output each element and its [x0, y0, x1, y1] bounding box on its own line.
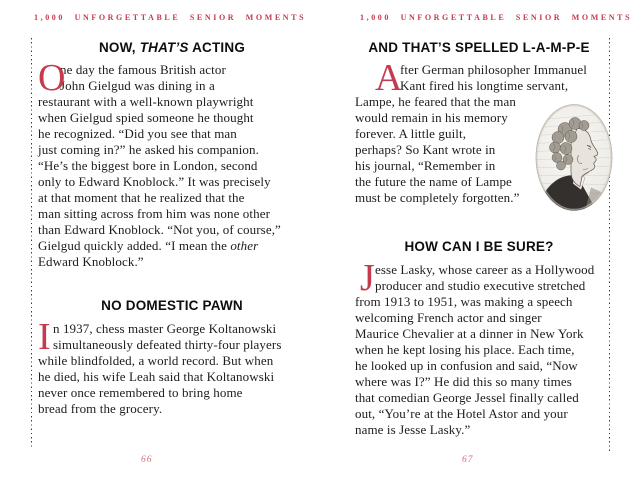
- text-run: other: [230, 238, 259, 253]
- page-number-right: 67: [462, 455, 474, 465]
- text-run: AND THAT’S SPELLED L-A-M-P-E: [368, 40, 590, 55]
- text-run: Gielgud quickly added. “I mean the: [38, 238, 231, 253]
- text-run: bread from the grocery.: [38, 401, 163, 416]
- text-line: [375, 262, 594, 278]
- story-title-now-thats-acting: [38, 40, 306, 55]
- text-run: when Gielgud spied someone he thought: [38, 110, 254, 125]
- text-line: [38, 206, 281, 222]
- text-run: he recognized. “Did you see that man: [38, 126, 237, 141]
- text-run: just coming in?” he asked his companion.: [38, 142, 259, 157]
- text-run: ne day the famous British actor: [60, 62, 226, 77]
- drop-cap: O: [38, 57, 66, 99]
- text-run: fter German philosopher Immanuel: [400, 62, 587, 77]
- text-line: [60, 62, 281, 78]
- text-line: [38, 110, 281, 126]
- text-line: [38, 142, 281, 158]
- text-line: [355, 374, 594, 390]
- text-run: esse Lasky, whose career as a Hollywood: [375, 262, 595, 277]
- text-line: [38, 353, 281, 369]
- text-line: [355, 390, 594, 406]
- text-run: out, “You’re at the Hotel Astor and your: [355, 406, 568, 421]
- kant-portrait-engraving: [535, 103, 613, 212]
- text-run: producer and studio executive stretched: [375, 278, 586, 293]
- story-title-spelled-lampe: [355, 40, 603, 55]
- text-line: [38, 94, 281, 110]
- running-head-left: 1,000 UNFORGETTABLE SENIOR MOMENTS: [34, 13, 307, 22]
- text-run: NOW,: [98, 40, 140, 55]
- page-number-left: 66: [141, 455, 153, 465]
- text-line: [355, 294, 594, 310]
- text-line: [38, 385, 281, 401]
- text-run: Kant fired his longtime servant,: [400, 78, 569, 93]
- text-line: [60, 78, 281, 94]
- text-line: [38, 158, 281, 174]
- text-run: he died, his wife Leah said that Koltanowski: [38, 369, 275, 384]
- text-line: [53, 337, 281, 353]
- text-line: [355, 406, 594, 422]
- text-run: THAT’S: [139, 40, 189, 55]
- text-line: [355, 358, 594, 374]
- text-run: must be completely forgotten.”: [355, 190, 520, 205]
- text-line: [38, 174, 281, 190]
- text-run: simultaneously defeated thirty-four players: [53, 337, 282, 352]
- text-line: [375, 278, 594, 294]
- text-run: man sitting across from him was none other: [38, 206, 271, 221]
- text-run: that comedian George Jessel finally called: [355, 390, 579, 405]
- dotted-margin-rule-right: [609, 38, 610, 454]
- text-run: ACTING: [188, 40, 246, 55]
- text-line: [38, 401, 281, 417]
- text-line: [38, 222, 281, 238]
- text-run: Lampe, he feared that the man: [355, 94, 516, 109]
- text-run: when he kept losing his place. Each time,: [355, 342, 575, 357]
- story-lasky: [355, 257, 595, 438]
- text-run: HOW CAN I BE SURE?: [404, 239, 554, 254]
- text-run: name is Jesse Lasky.”: [355, 422, 471, 437]
- text-run: forever. A little guilt,: [355, 126, 467, 141]
- text-run: never once remembered to bring home: [38, 385, 243, 400]
- dotted-margin-rule-left: [31, 38, 32, 448]
- text-run: Maurice Chevalier at a dinner in New York: [355, 326, 584, 341]
- text-line: [355, 422, 594, 438]
- text-line: [400, 62, 587, 78]
- text-run: welcoming French actor and singer: [355, 310, 542, 325]
- text-run: n 1937, chess master George Koltanowski: [53, 321, 277, 336]
- running-head-right: 1,000 UNFORGETTABLE SENIOR MOMENTS: [360, 13, 633, 22]
- text-run: his journal, “Remember in: [355, 158, 496, 173]
- text-line: [53, 321, 281, 337]
- text-run: from 1913 to 1951, was making a speech: [355, 294, 573, 309]
- drop-cap: J: [360, 257, 375, 299]
- text-run: restaurant with a well-known playwright: [38, 94, 254, 109]
- text-run: perhaps? So Kant wrote in: [355, 142, 496, 157]
- text-line: [355, 310, 594, 326]
- text-run: NO DOMESTIC PAWN: [101, 298, 243, 313]
- text-line: [38, 369, 281, 385]
- story-title-how-can-i-be-sure: [355, 239, 603, 254]
- text-line: [38, 238, 281, 254]
- text-run: would remain in his memory: [355, 110, 508, 125]
- text-line: [38, 126, 281, 142]
- text-line: [355, 326, 594, 342]
- drop-cap: A: [375, 57, 403, 99]
- text-run: where was I?” He did this so many times: [355, 374, 572, 389]
- text-run: only to Edward Knoblock.” It was precisely: [38, 174, 271, 189]
- text-run: the future the name of Lampe: [355, 174, 512, 189]
- story-gielgud: [38, 57, 281, 270]
- text-run: while blindfolded, a world record. But when: [38, 353, 274, 368]
- drop-cap: I: [38, 316, 51, 358]
- text-run: he looked up in confusion and said, “Now: [355, 358, 578, 373]
- text-line: [400, 78, 587, 94]
- text-line: [38, 190, 281, 206]
- story-koltanowski: [38, 316, 282, 417]
- text-line: [38, 254, 281, 270]
- text-run: “He’s the biggest bore in London, second: [38, 158, 258, 173]
- text-line: [355, 342, 594, 358]
- story-title-no-domestic-pawn: [38, 298, 306, 313]
- text-run: John Gielgud was dining in a: [60, 78, 215, 93]
- text-run: Edward Knoblock.”: [38, 254, 144, 269]
- text-run: at that moment that he realized that the: [38, 190, 245, 205]
- text-run: than Edward Knoblock. “Not you, of course,”: [38, 222, 281, 237]
